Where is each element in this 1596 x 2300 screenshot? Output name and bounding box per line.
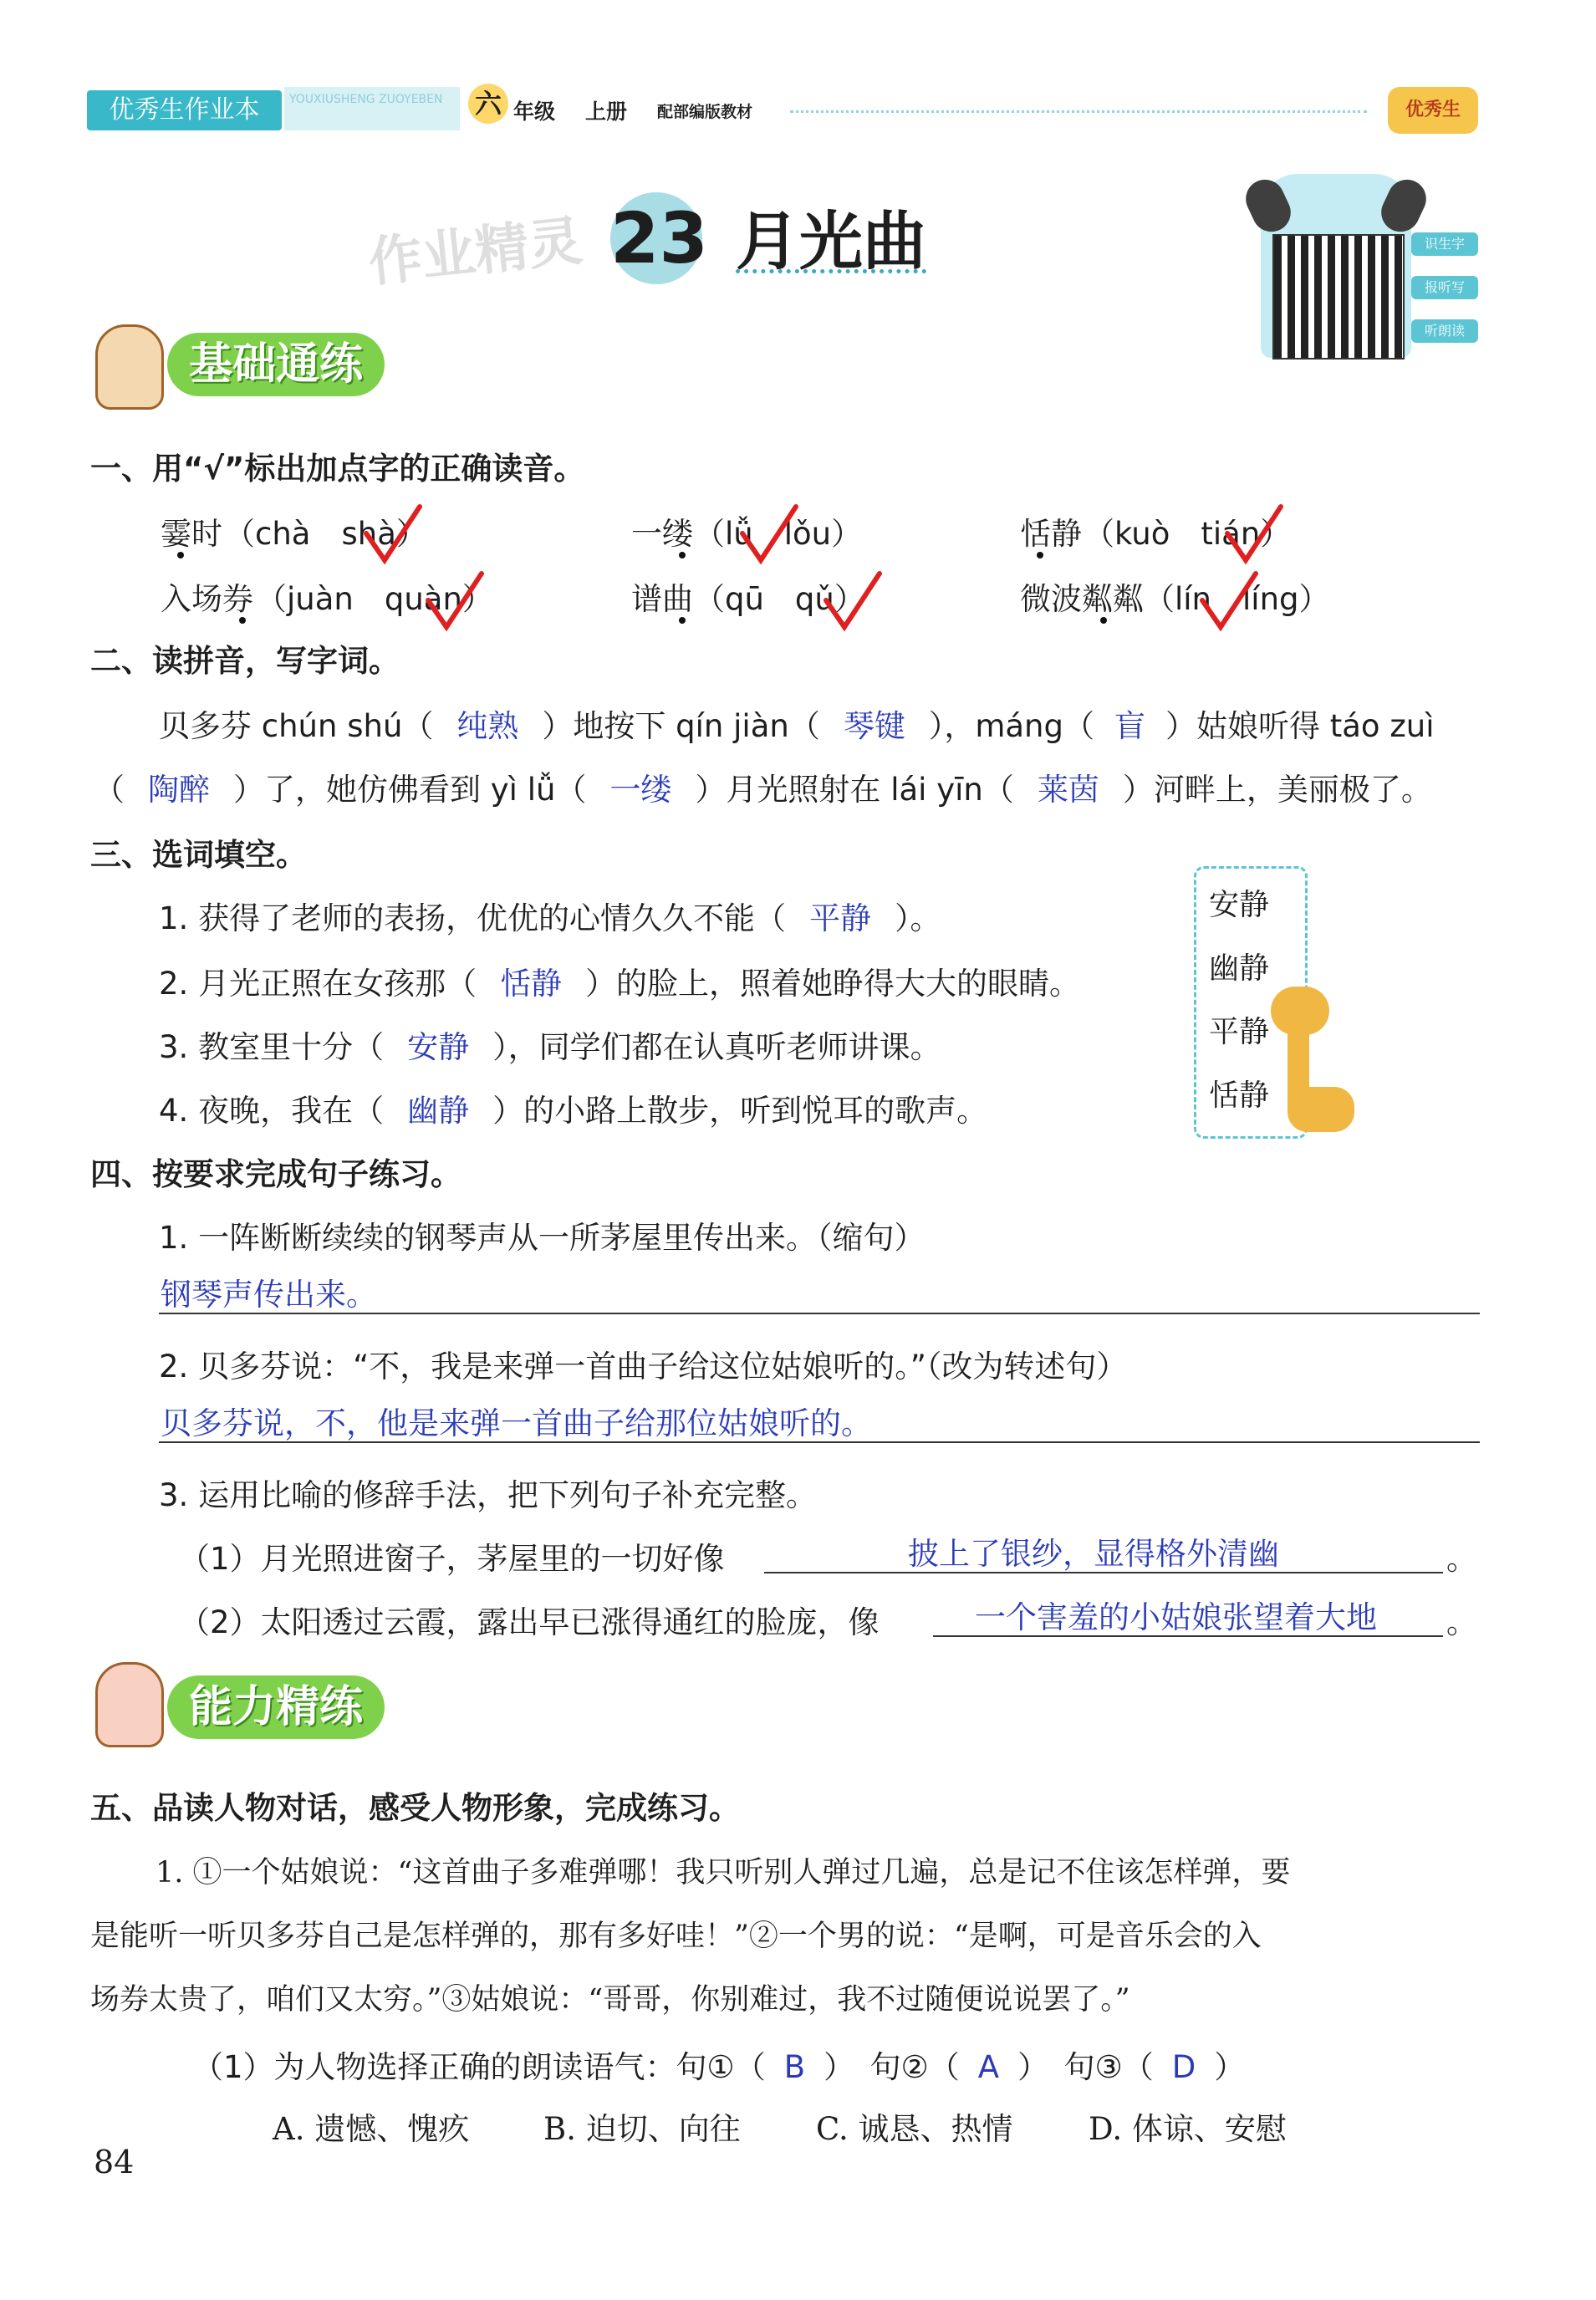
q3-item (159, 893, 941, 938)
q5-answer: A (977, 2049, 1000, 2085)
qr-tag-dictation[interactable]: 报听写 (1411, 276, 1478, 299)
answer-line (933, 1635, 1443, 1637)
q1-item-options: （lǚ lǒu） (694, 516, 863, 552)
emphasis-dot (177, 552, 184, 558)
q1-item-word: 入场券 (161, 581, 253, 617)
q1-item-options: （lín líng） (1144, 581, 1330, 617)
q1-item-word: 微波粼粼 (1020, 581, 1144, 617)
q2-answer: 盲 (1114, 708, 1145, 744)
section-ability-badge: 能力精练 (167, 1675, 385, 1739)
q3-answer: 恬静 (500, 966, 563, 1002)
q2-answer: 一缕 (609, 772, 672, 808)
q2-heading: 二、读拼音，写字词。 (90, 643, 400, 679)
q4-sentence-3a: （1）月光照进窗子，茅屋里的一切好像 (179, 1541, 725, 1577)
edition-label: 配部编版教材 (657, 103, 753, 121)
q2-text: ），máng（ (928, 708, 1094, 744)
q3-text: ）的脸上，照着她睁得大大的眼睛。 (585, 966, 1081, 1002)
q4-answer-3b: 一个害羞的小姑娘张望着大地 (975, 1599, 1377, 1635)
check-mark-icon (421, 569, 488, 635)
page-number: 84 (94, 2144, 135, 2180)
q5-answer: B (783, 2049, 806, 2085)
q1-item-options: （juàn quàn） (256, 581, 493, 617)
q5-text: ） 句③（ (1017, 2049, 1154, 2085)
q5-answer: D (1171, 2049, 1196, 2085)
q1-item-options: （chà shà） (224, 516, 427, 552)
q5-passage-line: 1. ①一个姑娘说：“这首曲子多难弹哪！我只听别人弹过几遍，总是记不住该怎样弹，要 (156, 1856, 1291, 1889)
q1-item-word: 恬静 (1020, 516, 1082, 552)
q4-heading: 四、按要求完成句子练习。 (90, 1156, 461, 1192)
period: 。 (1446, 1541, 1477, 1577)
check-mark-icon (1221, 502, 1288, 569)
q2-text: ）地按下 qín jiàn（ (542, 708, 820, 744)
q2-text: ）姑娘听得 táo zuì (1165, 708, 1435, 744)
q3-answer: 平静 (809, 900, 872, 936)
word-option: 安静 (1209, 888, 1270, 922)
check-mark-icon (819, 569, 886, 635)
word-option: 恬静 (1209, 1079, 1270, 1113)
answer-line (764, 1572, 1443, 1573)
q3-text: ），同学们都在认真听老师讲课。 (492, 1029, 941, 1065)
q3-item (159, 958, 1080, 1003)
q3-item (159, 1022, 941, 1067)
q1-item-word: 谱曲 (631, 581, 693, 617)
q2-text: ）河畔上，美丽极了。 (1122, 772, 1432, 808)
q5-text: （1）为人物选择正确的朗读语气：句①（ (192, 2049, 766, 2085)
q2-answer: 莱茵 (1037, 772, 1099, 808)
qr-tag-reading[interactable]: 听朗读 (1411, 319, 1478, 343)
q5-choice: A. 遗憾、愧疚 (273, 2111, 470, 2147)
q5-text: ） 句②（ (823, 2049, 960, 2085)
q5-passage-line: 是能听一听贝多芬自己是怎样弹的，那有多好哇！”②一个男的说：“是啊，可是音乐会的入 (90, 1920, 1262, 1953)
q5-passage-line: 场券太贵了，咱们又太穷。”③姑娘说：“哥哥，你别难过，我不过随便说说罢了。” (90, 1983, 1130, 2017)
q3-text: 2. 月光正照在女孩那（ (159, 966, 477, 1002)
check-mark-icon (359, 502, 426, 569)
q3-text: 4. 夜晚，我在（ (159, 1093, 385, 1129)
q1-heading: 一、用“√”标出加点字的正确读音。 (90, 451, 585, 487)
q2-text: （ (94, 772, 125, 808)
check-mark-icon (736, 502, 803, 569)
q3-answer: 幽静 (407, 1093, 470, 1129)
grade-number: 六 (468, 84, 508, 124)
brand-logo: 优秀生 (1388, 87, 1478, 134)
q3-heading: 三、选词填空。 (90, 837, 307, 873)
qr-tag-literacy[interactable]: 识生字 (1411, 232, 1478, 256)
q2-text: ）月光照射在 lái yīn（ (695, 772, 1014, 808)
q1-item-options: （qū qǔ） (694, 581, 865, 617)
q2-text: 贝多芬 chún shú（ (159, 708, 434, 744)
q2-answer: 琴键 (843, 708, 905, 744)
emphasis-dot (239, 617, 246, 624)
q5-heading: 五、品读人物对话，感受人物形象，完成练习。 (90, 1790, 740, 1826)
q2-text: ）了，她仿佛看到 yì lǚ（ (233, 772, 587, 808)
answer-line (159, 1313, 1480, 1314)
grade-label: 年级 (513, 99, 556, 124)
period: 。 (1446, 1604, 1477, 1640)
q2-line-2 (94, 764, 1432, 809)
q2-line-1 (159, 701, 1434, 746)
q4-sentence-1: 1. 一阵断断续续的钢琴声从一所茅屋里传出来。（缩句） (159, 1220, 925, 1256)
q1-item-word: 一缕 (631, 516, 693, 552)
answer-line (159, 1441, 1480, 1443)
q5-choice: C. 诚恳、热情 (816, 2111, 1013, 2147)
section-basic-badge: 基础通练 (167, 333, 385, 396)
watermark: 作业精灵 (365, 210, 585, 295)
title-underline (736, 269, 926, 273)
giraffe-head-icon (1271, 987, 1329, 1035)
q5-text: ） (1214, 2049, 1246, 2085)
q1-item-options: （kuò tián） (1084, 516, 1292, 552)
lesson-number: 23 (610, 192, 702, 284)
q3-text: ）的小路上散步，听到悦耳的歌声。 (492, 1093, 988, 1129)
lesson-title: 月光曲 (736, 204, 926, 278)
emphasis-dot (679, 617, 686, 624)
word-option: 幽静 (1209, 951, 1270, 986)
emphasis-dot (1037, 552, 1043, 558)
series-title: 优秀生作业本 (87, 90, 282, 130)
q4-sentence-3b: （2）太阳透过云霞，露出早已涨得通红的脸庞，像 (179, 1604, 880, 1640)
q3-item (159, 1085, 987, 1130)
header-divider (790, 110, 1367, 113)
q5-sub1 (192, 2042, 1245, 2087)
series-title-en: YOUXIUSHENG ZUOYEBEN (284, 87, 460, 130)
emphasis-dot (679, 552, 686, 558)
q2-answer: 陶醉 (148, 772, 210, 808)
q4-answer-1: 钢琴声传出来。 (161, 1277, 377, 1313)
q3-text: 1. 获得了老师的表扬，优优的心情久久不能（ (159, 900, 787, 936)
q2-answer: 纯熟 (456, 708, 519, 744)
q5-choice: B. 迫切、向往 (543, 2111, 741, 2147)
qr-code-icon[interactable] (1272, 234, 1405, 360)
q3-text: ）。 (895, 900, 941, 936)
q4-answer-3a: 披上了银纱，显得格外清幽 (908, 1536, 1279, 1572)
q5-choice: D. 体谅、安慰 (1089, 2111, 1287, 2147)
giraffe-body-icon (1288, 1087, 1354, 1132)
q3-answer: 安静 (407, 1029, 470, 1065)
boy-reading-icon (95, 324, 164, 410)
term-label: 上册 (585, 99, 628, 124)
q1-item-word: 霎时 (161, 516, 222, 552)
q4-sentence-3: 3. 运用比喻的修辞手法，把下列句子补充完整。 (159, 1477, 818, 1513)
emphasis-dot (1100, 617, 1107, 624)
girl-reading-icon (95, 1662, 164, 1747)
check-mark-icon (1196, 569, 1262, 635)
q4-sentence-2: 2. 贝多芬说：“不，我是来弹一首曲子给这位姑娘听的。”（改为转述句） (159, 1349, 1128, 1385)
q4-answer-2: 贝多芬说，不，他是来弹一首曲子给那位姑娘听的。 (161, 1405, 872, 1441)
q3-text: 3. 教室里十分（ (159, 1029, 385, 1065)
word-option: 平静 (1209, 1015, 1270, 1049)
